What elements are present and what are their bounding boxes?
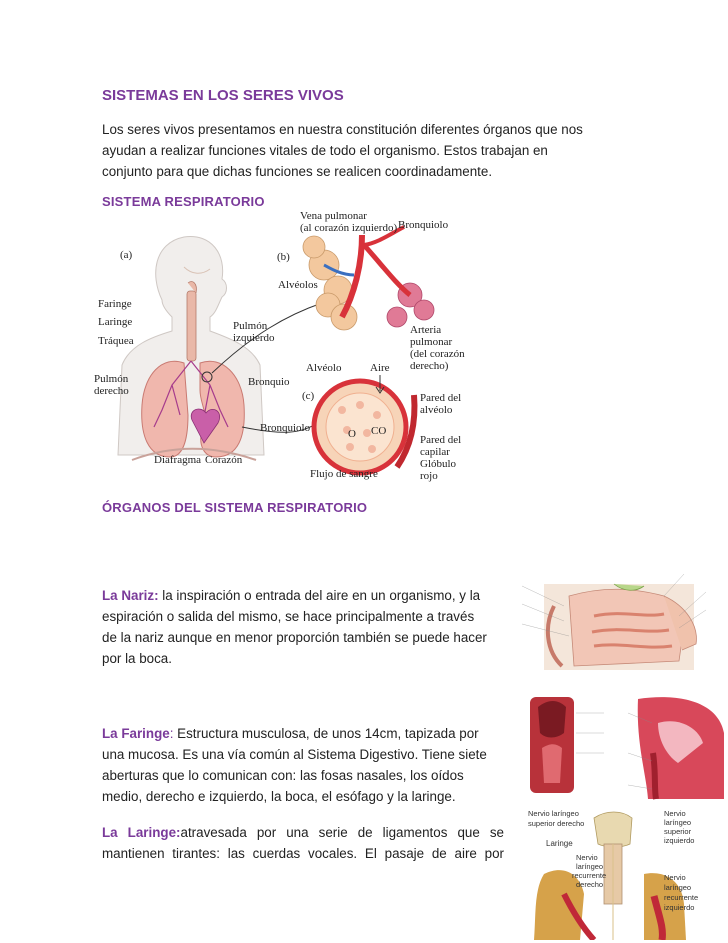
nariz-paragraph xyxy=(102,585,512,669)
laringe-line: mantienen tirantes: las cuerdas vocales. El pasaje de aire por xyxy=(102,846,504,861)
faringe-line: aberturas que lo comunican con: las fosas nasales, los oídos xyxy=(102,768,464,783)
faringe-line: una mucosa. Es una vía común al Sistema Digestivo. Tiene siete xyxy=(102,747,487,762)
label-bronquio: Bronquio xyxy=(248,376,290,388)
organs-heading: ÓRGANOS DEL SISTEMA RESPIRATORIO xyxy=(102,500,368,515)
label-laringe: Laringe xyxy=(98,316,133,328)
pharynx-figure xyxy=(528,693,726,803)
label-nervio-superior-izquierdo-4: izquierdo xyxy=(664,836,695,845)
label-traquea: Tráquea xyxy=(98,335,134,347)
label-arteria-1: Arteria xyxy=(410,324,442,336)
intro-line: Los seres vivos presentamos en nuestra constitución diferentes órganos que nos xyxy=(102,122,583,137)
label-arteria-4: derecho) xyxy=(410,360,449,372)
label-nervio-recurrente-izquierdo-3: recurrente xyxy=(664,893,699,902)
label-bronquiolo-b: Bronquiolo xyxy=(398,219,449,231)
intro-line: conjunto para que dichas funciones se realicen coordinadamente. xyxy=(102,164,493,179)
label-arteria-2: pulmonar xyxy=(410,336,453,348)
faringe-line: Estructura musculosa, de unos 14cm, tapizada por xyxy=(173,726,479,741)
label-vena-2: (al corazón izquierdo) xyxy=(300,222,398,234)
nariz-line: por la boca. xyxy=(102,651,172,666)
label-globulo-1: Glóbulo xyxy=(420,458,457,470)
nariz-line: de la nariz aunque en menor proporción también se puede hacer xyxy=(102,630,487,645)
laringe-term: La Laringe: xyxy=(102,825,181,840)
faringe-paragraph xyxy=(102,723,512,807)
pharynx-tube xyxy=(653,753,656,799)
laringe-line: atravesada por una serie de ligamentos que se xyxy=(180,825,505,840)
larynx-cartilage xyxy=(594,812,632,847)
label-nervio-recurrente-izquierdo-1: Nervio xyxy=(664,873,686,882)
page-title: SISTEMAS EN LOS SERES VIVOS xyxy=(102,87,344,104)
label-bronquiolo-a: Bronquiolo xyxy=(260,422,311,434)
label-arteria-3: (del corazón xyxy=(410,348,465,360)
larynx-figure xyxy=(514,804,726,940)
label-nervio-superior-derecho-2: superior derecho xyxy=(528,819,585,828)
label-pulmon-derecho-2: derecho xyxy=(94,385,129,397)
pharynx-lower xyxy=(542,744,562,783)
label-o2: O xyxy=(348,428,356,440)
panel-label-c: (c) xyxy=(302,390,315,402)
intro-line: ayudan a realizar funciones vitales de todo el organismo. Estos trabajan en xyxy=(102,143,548,158)
label-flujo-sangre: Flujo de sangre xyxy=(310,468,378,480)
label-nervio-recurrente-derecho-1: Nervio xyxy=(576,853,598,862)
faringe-line: medio, derecho e izquierdo, la boca, el esófago y la laringe. xyxy=(102,789,456,804)
label-nervio-superior-derecho-1: Nervio laríngeo xyxy=(528,809,579,818)
label-nervio-recurrente-derecho-2: laríngeo xyxy=(576,862,604,871)
label-nervio-superior-izquierdo-2: laríngeo xyxy=(664,818,692,827)
label-nervio-recurrente-derecho-4: derecho xyxy=(576,880,604,889)
label-pulmon-derecho-1: Pulmón xyxy=(94,373,129,385)
trachea-shape xyxy=(187,291,196,361)
label-nervio-recurrente-izquierdo-4: izquierdo xyxy=(664,903,695,912)
faringe-term: La Faringe xyxy=(102,726,170,741)
label-nervio-recurrente-derecho-3: recurrente xyxy=(572,871,607,880)
panel-label-a: (a) xyxy=(120,249,133,261)
nariz-line: la inspiración o entrada del aire en un organismo, y la xyxy=(158,588,481,603)
nariz-term: La Nariz: xyxy=(102,588,159,603)
label-pared-alveolo-2: alvéolo xyxy=(420,404,453,416)
label-pared-capilar-1: Pared del xyxy=(420,434,462,446)
label-pulmon-izquierdo-2: izquierdo xyxy=(233,332,275,344)
panel-label-b: (b) xyxy=(277,251,290,263)
label-pared-alveolo-1: Pared del xyxy=(420,392,462,404)
label-corazon: Corazón xyxy=(205,454,243,466)
label-co2: CO xyxy=(371,425,387,437)
respiratory-figure xyxy=(92,205,472,485)
alveolus-section xyxy=(314,375,414,473)
label-laringe-fig: Laringe xyxy=(546,839,573,848)
label-pared-capilar-2: capilar xyxy=(420,446,450,458)
label-nervio-recurrente-izquierdo-2: laríngeo xyxy=(664,883,692,892)
label-nervio-superior-izquierdo-1: Nervio xyxy=(664,809,686,818)
intro-paragraph xyxy=(102,119,622,182)
label-pulmon-izquierdo-1: Pulmón xyxy=(233,320,268,332)
label-aire: Aire xyxy=(370,362,390,374)
laringe-paragraph xyxy=(102,822,504,864)
label-diafragma: Diafragma xyxy=(154,454,202,466)
label-globulo-2: rojo xyxy=(420,470,438,482)
nariz-line: espiración o salida del mismo, se hace principalmente a través xyxy=(102,609,475,624)
label-vena-1: Vena pulmonar xyxy=(300,210,367,222)
alveoli-cluster xyxy=(303,227,434,330)
respiratory-heading: SISTEMA RESPIRATORIO xyxy=(102,194,265,209)
label-nervio-superior-izquierdo-3: superior xyxy=(664,827,692,836)
pharynx-opening xyxy=(538,701,566,738)
nose-figure xyxy=(514,566,714,684)
label-alveolo: Alvéolo xyxy=(306,362,342,374)
label-alveolos: Alvéolos xyxy=(278,279,318,291)
label-faringe: Faringe xyxy=(98,298,132,310)
faringe-colon: : xyxy=(169,726,174,741)
